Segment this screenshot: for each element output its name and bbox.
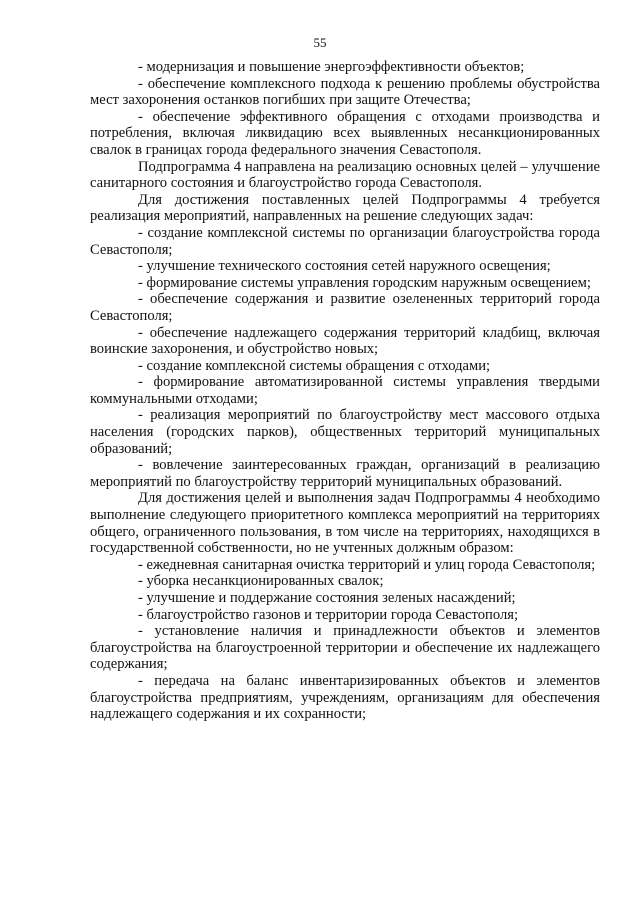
paragraph: - улучшение технического состояния сетей наружного освещения; <box>138 258 551 275</box>
paragraph: Для достижения поставленных целей Подпрограммы 4 требуется реализация мероприятий, направленных на решение следующих задач: <box>90 191 600 225</box>
page-number: 55 <box>313 35 327 50</box>
paragraph: - обеспечение комплексного подхода к решению проблемы обустройства мест захоронения останков погибших при защите Отечества; <box>90 75 600 109</box>
paragraph: - вовлечение заинтересованных граждан, организаций в реализацию мероприятий по благоустройству территорий муниципальных образований. <box>90 457 600 490</box>
paragraph: - ежедневная санитарная очистка территорий и улиц города Севастополя; <box>138 556 596 573</box>
paragraph: - передача на баланс инвентаризированных объектов и элементов благоустройства предприятиям, учреждениям, организациям для обеспечения надлежащего содержания и их сохранности; <box>90 672 600 723</box>
paragraph: - создание комплексной системы обращения с отходами; <box>138 357 491 374</box>
paragraph: Для достижения целей и выполнения задач Подпрограммы 4 необходимо выполнение следующего приоритетного комплекса мероприятий на территориях общего, ограниченного пользования, в том числе на территориях, находящихся в государственной собственности, но не учтенных должным образом: <box>90 490 600 557</box>
document-body <box>90 59 600 723</box>
paragraph: - обеспечение надлежащего содержания территорий кладбищ, включая воинские захоронения, и обустройство новых; <box>90 324 600 358</box>
paragraph: Подпрограмма 4 направлена на реализацию основных целей – улучшение санитарного состояния и благоустройство города Севастополя. <box>90 158 600 192</box>
paragraph: - создание комплексной системы по организации благоустройства города Севастополя; <box>90 224 600 258</box>
paragraph: - благоустройство газонов и территории города Севастополя; <box>138 606 518 623</box>
paragraph: - формирование автоматизированной системы управления твердыми коммунальными отходами; <box>90 374 600 407</box>
paragraph: - уборка несанкционированных свалок; <box>138 573 384 590</box>
paragraph: - формирование системы управления городским наружным освещением; <box>138 274 591 291</box>
paragraph: - обеспечение эффективного обращения с отходами производства и потребления, включая ликвидацию всех выявленных несанкционированных свалок в границах города федерального значения Севастополя. <box>90 108 600 158</box>
paragraph: - установление наличия и принадлежности объектов и элементов благоустройства на благоустроенной территории и обеспечение их надлежащего содержания; <box>90 623 600 673</box>
paragraph: - обеспечение содержания и развитие озелененных территорий города Севастополя; <box>90 291 600 324</box>
paragraph: - модернизация и повышение энергоэффективности объектов; <box>138 59 525 75</box>
paragraph: - реализация мероприятий по благоустройству мест массового отдыха населения (городских парков), общественных территорий муниципальных образований; <box>90 407 600 457</box>
paragraph: - улучшение и поддержание состояния зеленых насаждений; <box>138 590 516 606</box>
